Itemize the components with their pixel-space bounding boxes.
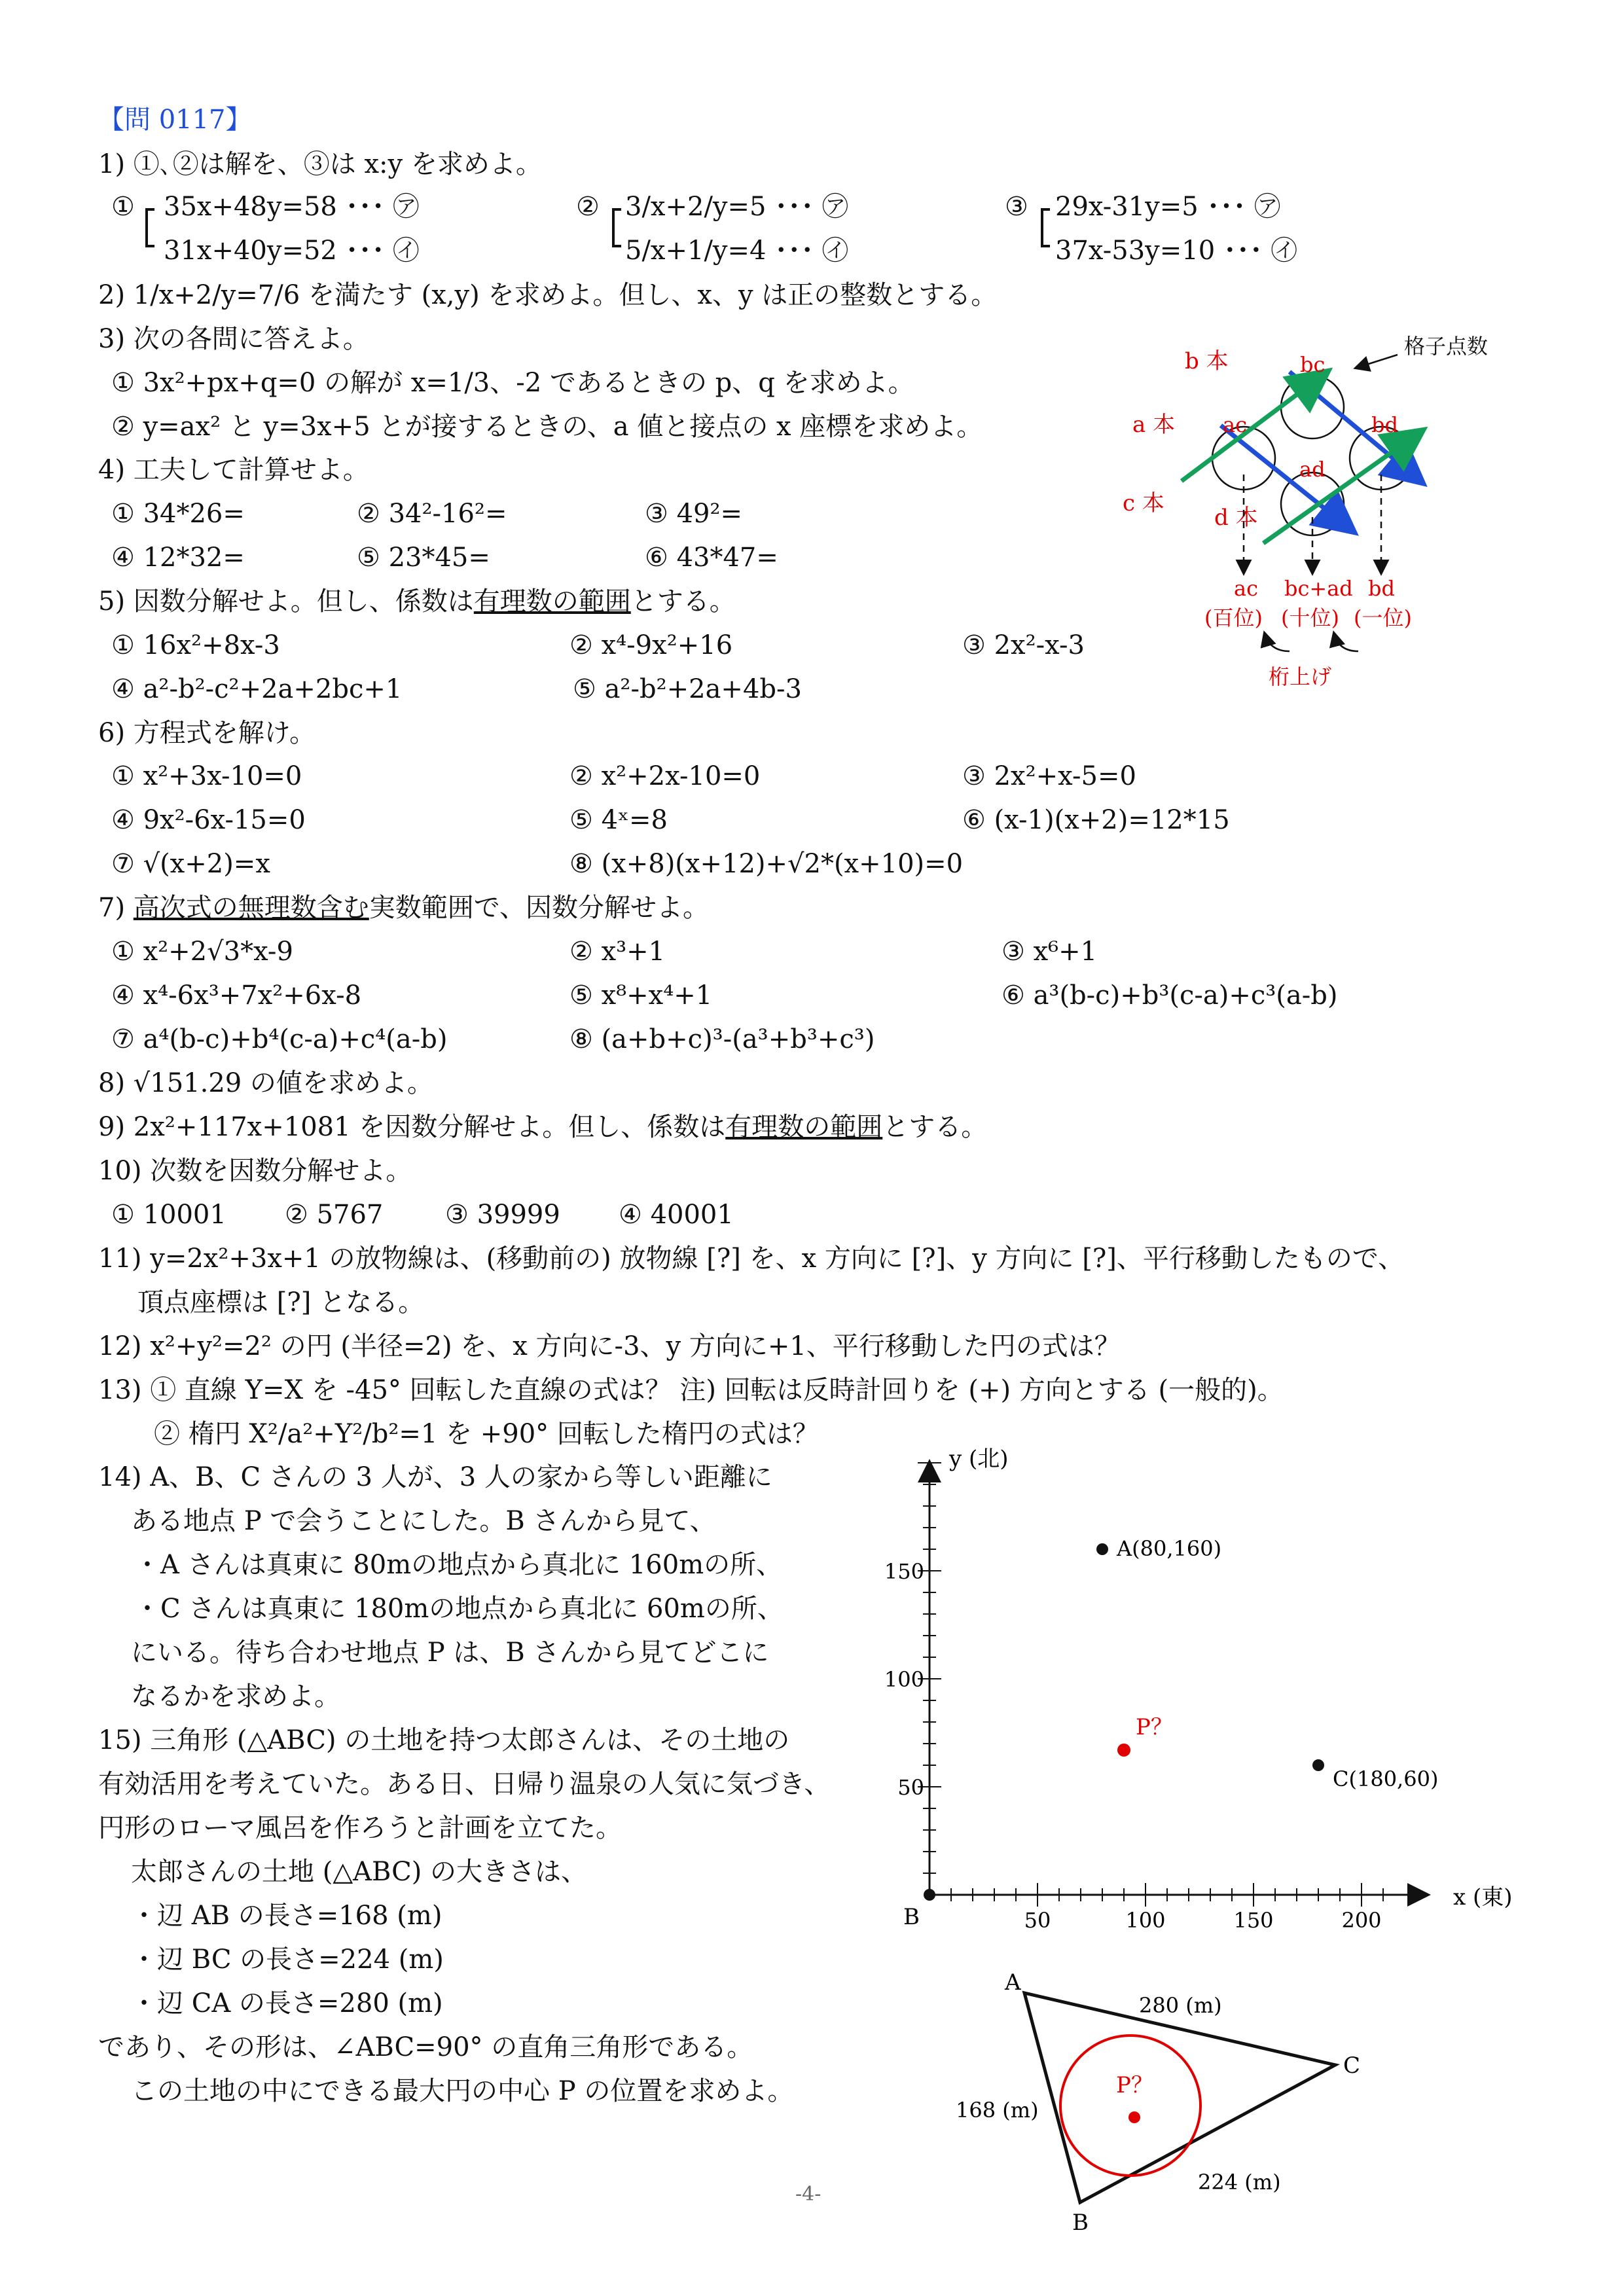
q5-item1: ① 16x²+8x-3 <box>111 630 280 660</box>
q5-item5: ⑤ a²-b²+2a+4b-3 <box>573 674 802 704</box>
q10-heading: 10) 次数を因数分解せよ。 <box>98 1156 412 1186</box>
q15-line2: 有効活用を考えていた。ある日、日帰り温泉の人気に気づき、 <box>98 1769 831 1799</box>
q6-item5: ⑤ 4ˣ=8 <box>569 805 668 835</box>
q12-text: 12) x²+y²=2² の円 (半径=2) を、x 方向に-3、y 方向に+1、平行移動した円の式は？ <box>98 1331 1121 1361</box>
q4-item3: ③ 49²= <box>645 499 743 529</box>
plot-point-b <box>924 1889 935 1901</box>
q7-heading-a: 7) <box>98 893 134 923</box>
lattice-cell-bd: bd <box>1371 412 1398 437</box>
q6-heading: 6) 方程式を解け。 <box>98 718 316 748</box>
lattice-label-d: d 本 <box>1214 505 1258 531</box>
plot-y-tick-150: 150 <box>884 1559 924 1584</box>
vertex-b-label: B <box>1072 2210 1089 2235</box>
q6-item2: ② x²+2x-10=0 <box>569 761 761 791</box>
q7-item5: ⑤ x⁸+x⁴+1 <box>569 980 713 1011</box>
plot-x-tick-200: 200 <box>1341 1908 1382 1933</box>
q5-item4: ④ a²-b²-c²+2a+2bc+1 <box>111 674 403 704</box>
q9-text-underlined: 有理数の範囲 <box>725 1112 883 1142</box>
incircle-center-point <box>1128 2111 1140 2123</box>
q5-item2: ② x⁴-9x²+16 <box>569 630 733 660</box>
q15-line4: 太郎さんの土地 (△ABC) の大きさは、 <box>131 1857 588 1887</box>
q14-line6: なるかを求めよ。 <box>131 1681 340 1712</box>
q14-line5: にいる。待ち合わせ地点 P は、B さんから見てどこに <box>131 1638 769 1668</box>
q5-heading-b: とする。 <box>630 586 736 617</box>
plot-y-tick-100: 100 <box>884 1667 924 1692</box>
q10-item4: ④ 40001 <box>619 1200 734 1230</box>
q15-line3: 円形のローマ風呂を作ろうと計画を立てた。 <box>98 1813 622 1843</box>
q7-item7: ⑦ a⁴(b-c)+b⁴(c-a)+c⁴(a-b) <box>111 1024 448 1054</box>
q15-line8: であり、その形は、∠ABC=90° の直角三角形である。 <box>98 2032 753 2062</box>
lattice-multiplication-diagram <box>1113 321 1532 713</box>
place-tens: (十位) <box>1281 605 1339 630</box>
q4-item1: ① 34*26= <box>111 499 245 529</box>
q4-item4: ④ 12*32= <box>111 543 245 573</box>
q3-heading: 3) 次の各問に答えよ。 <box>98 324 369 354</box>
lattice-sum-bcad: bc+ad <box>1284 576 1353 601</box>
q6-item1: ① x²+3x-10=0 <box>111 761 302 791</box>
lattice-cell-ac: ac <box>1223 412 1247 437</box>
q3-item2: ② y=ax² と y=3x+5 とが接するときの、a 値と接点の x 座標を求めよ。 <box>111 412 983 442</box>
q1-system3-eq2: 37x-53y=10 ･･･ ㋑ <box>1055 236 1297 266</box>
q9-text <box>98 1109 987 1145</box>
q14-coordinate-plot <box>864 1437 1597 1934</box>
q14-line3: ・A さんは真東に 80mの地点から真北に 160mの所、 <box>134 1550 783 1580</box>
q6-item4: ④ 9x²-6x-15=0 <box>111 805 306 835</box>
q15-line6: ・辺 BC の長さ=224 (m) <box>131 1945 444 1975</box>
plot-label-p: P？ <box>1136 1713 1173 1740</box>
q4-item5: ⑤ 23*45= <box>357 543 490 573</box>
q3-item1: ① 3x²+px+q=0 の解が x=1/3、-2 であるときの p、q を求めよ。 <box>111 368 914 398</box>
page-number: -4- <box>795 2183 821 2206</box>
vertex-a-label: A <box>1005 1969 1021 1996</box>
q5-heading-underlined: 有理数の範囲 <box>473 586 631 617</box>
place-hundreds: (百位) <box>1204 605 1263 630</box>
plot-point-a <box>1096 1543 1108 1555</box>
q13-line1: 13) ① 直線 Y=X を -45° 回転した直線の式は？ 注) 回転は反時計回りを (+) 方向とする (一般的)。 <box>98 1375 1284 1405</box>
q1-system1-eq1: 35x+48y=58 ･･･ ㋐ <box>164 192 420 222</box>
q1-system1-eq2: 31x+40y=52 ･･･ ㋑ <box>164 236 420 266</box>
q1-system2-brace <box>612 208 621 247</box>
q14-line2: ある地点 P で会うことにした。B さんから見て、 <box>131 1506 716 1536</box>
lattice-label-b: b 本 <box>1185 348 1229 374</box>
vertex-c-label: C <box>1343 2053 1361 2079</box>
side-bc-label: 224 (m) <box>1198 2170 1281 2195</box>
plot-point-p <box>1117 1744 1130 1757</box>
q7-heading-b: 実数範囲で、因数分解せよ。 <box>369 893 709 923</box>
q1-heading: 1) ①､②は解を、③は x:y を求めよ。 <box>98 149 542 179</box>
q1-system3-eq1: 29x-31y=5 ･･･ ㋐ <box>1055 192 1281 222</box>
plot-y-label: y (北) <box>949 1446 1009 1472</box>
q1-system2-eq2: 5/x+1/y=4 ･･･ ㋑ <box>625 236 848 266</box>
q14-line4: ・C さんは真東に 180mの地点から真北に 60mの所、 <box>134 1594 784 1624</box>
q15-line5: ・辺 AB の長さ=168 (m) <box>131 1901 442 1931</box>
q8-text: 8) √151.29 の値を求めよ。 <box>98 1068 433 1098</box>
plot-x-tick-50: 50 <box>1024 1908 1051 1933</box>
q7-heading-underlined: 高次式の無理数含む <box>133 893 369 923</box>
q10-item2: ② 5767 <box>285 1200 384 1230</box>
plot-origin-label: B <box>903 1904 920 1930</box>
side-ab-label: 168 (m) <box>956 2098 1039 2123</box>
q7-item4: ④ x⁴-6x³+7x²+6x-8 <box>111 980 362 1011</box>
q7-item6: ⑥ a³(b-c)+b³(c-a)+c³(a-b) <box>1001 980 1338 1011</box>
q15-line9: この土地の中にできる最大円の中心 P の位置を求めよ。 <box>131 2076 794 2106</box>
q1-system1-number: ① <box>111 192 135 222</box>
lattice-cell-ad: ad <box>1299 457 1326 482</box>
callout-arrow <box>1356 355 1398 368</box>
place-ones: (一位) <box>1354 605 1412 630</box>
lattice-cell-bc: bc <box>1300 352 1326 377</box>
lattice-sum-ac: ac <box>1234 576 1258 601</box>
triangle-abc <box>1024 1993 1335 2202</box>
q7-item2: ② x³+1 <box>569 937 666 967</box>
q13-line2: ② 楕円 X²/a²+Y²/b²=1 を +90° 回転した楕円の式は？ <box>154 1419 819 1449</box>
q7-item3: ③ x⁶+1 <box>1001 937 1098 967</box>
side-ca-label: 280 (m) <box>1139 1993 1222 2018</box>
q14-line1: 14) A、B、C さんの 3 人が、3 人の家から等しい距離に <box>98 1462 772 1492</box>
lattice-label-a: a 本 <box>1132 412 1176 438</box>
q1-system3-number: ③ <box>1005 192 1028 222</box>
q1-system3-brace <box>1041 208 1050 247</box>
q4-heading: 4) 工夫して計算せよ。 <box>98 455 369 485</box>
plot-x-label: x (東) <box>1453 1884 1513 1910</box>
plot-x-tick-150: 150 <box>1233 1908 1274 1933</box>
q7-item8: ⑧ (a+b+c)³-(a³+b³+c³) <box>569 1024 875 1054</box>
lattice-sum-bd: bd <box>1368 576 1395 601</box>
q15-line1: 15) 三角形 (△ABC) の土地を持つ太郎さんは、その土地の <box>98 1725 790 1755</box>
plot-x-tick-100: 100 <box>1125 1908 1166 1933</box>
q1-system1-brace <box>145 208 154 247</box>
q7-heading <box>98 889 709 926</box>
q10-item3: ③ 39999 <box>445 1200 560 1230</box>
q6-item3: ③ 2x²+x-5=0 <box>962 761 1136 791</box>
carry-arrow-1 <box>1265 634 1290 651</box>
q5-item3: ③ 2x²-x-3 <box>962 630 1085 660</box>
q15-triangle-diagram <box>943 1960 1427 2235</box>
carry-label: 桁上げ <box>1269 664 1332 689</box>
problem-title: 【問 0117】 <box>98 105 252 135</box>
plot-y-tick-50: 50 <box>897 1775 924 1800</box>
q4-item2: ② 34²-16²= <box>357 499 507 529</box>
q1-system2-eq1: 3/x+2/y=5 ･･･ ㋐ <box>625 192 848 222</box>
q7-item1: ① x²+2√3*x-9 <box>111 937 293 967</box>
plot-label-a: A(80,160) <box>1117 1536 1222 1561</box>
q4-item6: ⑥ 43*47= <box>645 543 778 573</box>
q5-heading <box>98 583 736 620</box>
callout-label: 格子点数 <box>1404 334 1489 359</box>
lattice-line-d <box>1263 432 1420 543</box>
q11-line1: 11) y=2x²+3x+1 の放物線は、(移動前の) 放物線 [?] を、x 方向に [?]、y 方向に [?]、平行移動したもので、 <box>98 1244 1405 1274</box>
q2-text: 2) 1/x+2/y=7/6 を満たす (x,y) を求めよ。但し、x、y は正の整数とする。 <box>98 280 998 310</box>
q10-item1: ① 10001 <box>111 1200 226 1230</box>
q15-line7: ・辺 CA の長さ=280 (m) <box>131 1988 443 2018</box>
incircle-center-label: P？ <box>1116 2072 1153 2098</box>
q5-heading-a: 5) 因数分解せよ。但し、係数は <box>98 586 474 617</box>
q6-item7: ⑦ √(x+2)=x <box>111 849 270 879</box>
lattice-label-c: c 本 <box>1123 490 1164 516</box>
q6-item6: ⑥ (x-1)(x+2)=12*15 <box>962 805 1230 835</box>
q6-item8: ⑧ (x+8)(x+12)+√2*(x+10)=0 <box>569 849 964 879</box>
incircle <box>1060 2036 1200 2176</box>
q1-system2-number: ② <box>576 192 600 222</box>
carry-arrow-2 <box>1334 634 1358 651</box>
q9-text-b: とする。 <box>882 1112 988 1142</box>
q9-text-a: 9) 2x²+117x+1081 を因数分解せよ。但し、係数は <box>98 1112 726 1142</box>
q11-line2: 頂点座標は [?] となる。 <box>137 1287 425 1318</box>
plot-label-c: C(180,60) <box>1333 1767 1439 1791</box>
plot-point-c <box>1312 1759 1324 1771</box>
